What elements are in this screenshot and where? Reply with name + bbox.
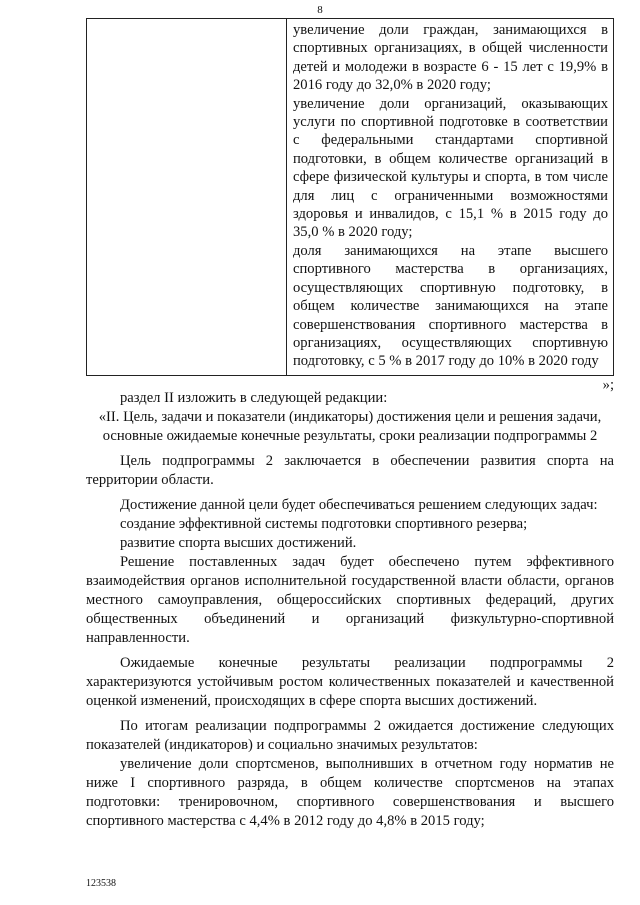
page-number: 8 (317, 4, 323, 16)
table-paragraph: доля занимающихся на этапе высшего спортивного мастерства в организациях, осуществляющих спортивную подготовку, в общем количестве занимающихся на этапе совершенствования спортивного мастерства в организациях, осуществляющих спортивную подготовку, с 5 % в 2017 году до 10% в 2020 году (293, 242, 608, 370)
paragraph-indicators-intro: По итогам реализации подпрограммы 2 ожидается достижение следующих показателей (индикаторов) и социально значимых результатов: (86, 718, 614, 753)
paragraph-goal: Цель подпрограммы 2 заключается в обеспечении развития спорта на территории области. (86, 453, 614, 488)
table-paragraph: увеличение доли граждан, занимающихся в спортивных организациях, в общей численности детей и молодежи в возрасте 6 - 15 лет с 19,9% в 2016 году до 32,0% в 2020 году; (293, 22, 608, 94)
indicators-table (86, 18, 614, 376)
table-left-cell (87, 19, 287, 375)
paragraph-section-intro: раздел II изложить в следующей редакции: (120, 390, 388, 406)
paragraph-tasks-intro: Достижение данной цели будет обеспечиваться решением следующих задач: (120, 497, 598, 513)
document-code: 123538 (86, 878, 116, 889)
paragraph-interaction: Решение поставленных задач будет обеспечено путем эффективного взаимодействия органов исполнительной государственной власти области, органов местного самоуправления, общероссийских спортивных федераций, других общественных объединений и организаций физкультурно-спортивной направленности. (86, 554, 614, 646)
table-right-cell (287, 19, 613, 375)
closing-quote: »; (602, 377, 614, 393)
paragraph-indicator-1: увеличение доли спортсменов, выполнивших в отчетном году норматив не ниже I спортивного разряда, в общем количестве спортсменов на этапах подготовки: тренировочном, спортивного совершенствования и высшего спортивного мастерства с 4,4% в 2012 году до 4,8% в 2015 году; (86, 756, 614, 829)
table-paragraph: увеличение доли организаций, оказывающих услуги по спортивной подготовке в соответствии с федеральными стандартами спортивной подготовки, в общем количестве организаций в сфере физической культуры и спорта, в том числе для лиц с ограниченными возможностями здоровья и инвалидов, с 15,1 % в 2015 году до 35,0 % в 2020 году; (293, 95, 608, 241)
section-heading: «II. Цель, задачи и показатели (индикаторы) достижения цели и решения задачи, основные ожидаемые конечные результаты, сроки реализации подпрограммы 2 (98, 409, 602, 444)
paragraph-task-2: развитие спорта высших достижений. (120, 535, 357, 551)
paragraph-expected-results: Ожидаемые конечные результаты реализации подпрограммы 2 характеризуются устойчивым ростом количественных показателей и качественной оценкой изменений, происходящих в сфере спорта высших достижений. (86, 655, 614, 709)
document-body (86, 389, 614, 831)
paragraph-task-1: создание эффективной системы подготовки спортивного резерва; (120, 516, 528, 532)
